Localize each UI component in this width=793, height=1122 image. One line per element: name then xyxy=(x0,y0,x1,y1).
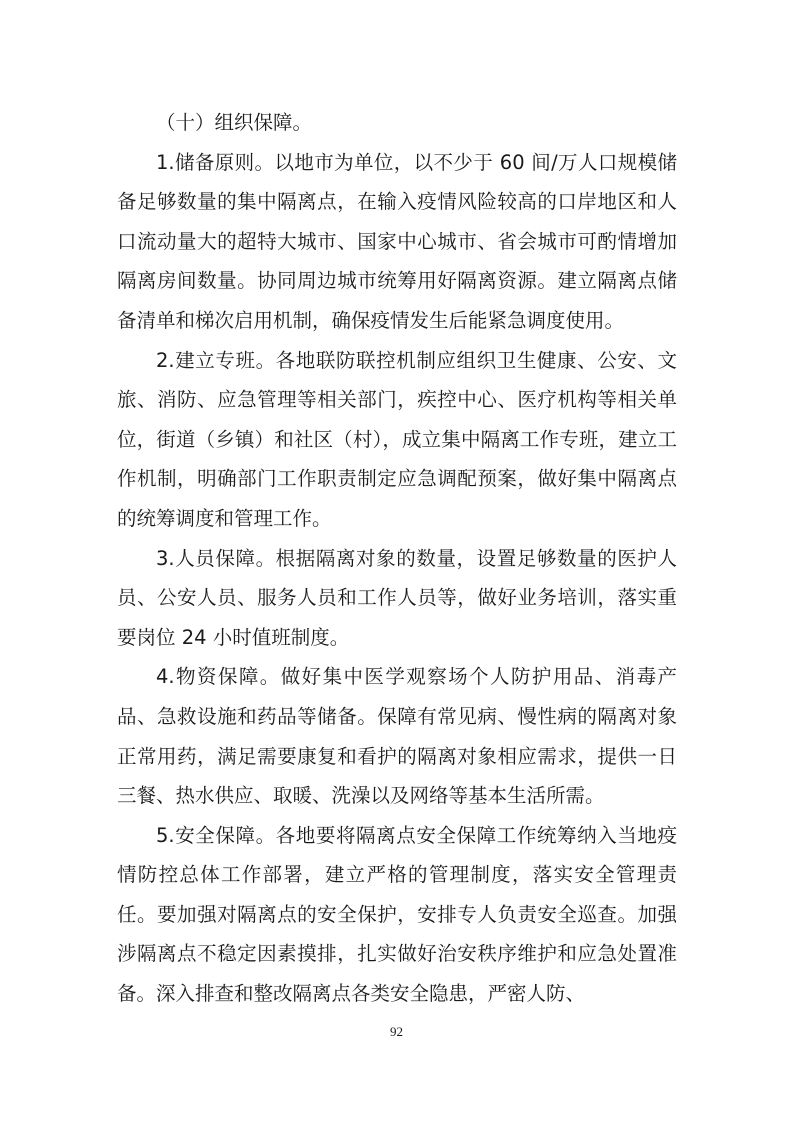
document-body xyxy=(117,103,677,1014)
paragraph-safety: 5.安全保障。各地要将隔离点安全保障工作统筹纳入当地疫情防控总体工作部署，建立严格的管理制度，落实安全管理责任。要加强对隔离点的安全保护，安排专人负责安全巡查。加强涉隔离点不稳定因素摸排，扎实做好治安秩序维护和应急处置准备。深入排查和整改隔离点各类安全隐患，严密人防、 xyxy=(117,823,677,1006)
paragraph-task-force: 2.建立专班。各地联防联控机制应组织卫生健康、公安、文旅、消防、应急管理等相关部门，疾控中心、医疗机构等相关单位，街道（乡镇）和社区（村），成立集中隔离工作专班，建立工作机制，明确部门工作职责制定应急调配预案，做好集中隔离点的统筹调度和管理工作。 xyxy=(117,348,677,530)
paragraph-personnel: 3.人员保障。根据隔离对象的数量，设置足够数量的医护人员、公安人员、服务人员和工作人员等，做好业务培训，落实重要岗位 24 小时值班制度。 xyxy=(117,546,677,649)
page-number: 92 xyxy=(390,1024,403,1039)
section-heading: （十）组织保障。 xyxy=(156,111,313,134)
paragraph-reserve-principle: 1.储备原则。以地市为单位，以不少于 60 间/万人口规模储备足够数量的集中隔离点，在输入疫情风险较高的口岸地区和人口流动量大的超特大城市、国家中心城市、省会城市可酌情增加隔离房间数量。协同周边城市统筹用好隔离资源。建立隔离点储备清单和梯次启用机制，确保疫情发生后能紧急调度使用。 xyxy=(117,150,677,332)
paragraph-supplies: 4.物资保障。做好集中医学观察场个人防护用品、消毒产品、急救设施和药品等储备。保障有常见病、慢性病的隔离对象正常用药，满足需要康复和看护的隔离对象相应需求，提供一日三餐、热水供应、取暖、洗澡以及网络等基本生活所需。 xyxy=(117,665,677,808)
